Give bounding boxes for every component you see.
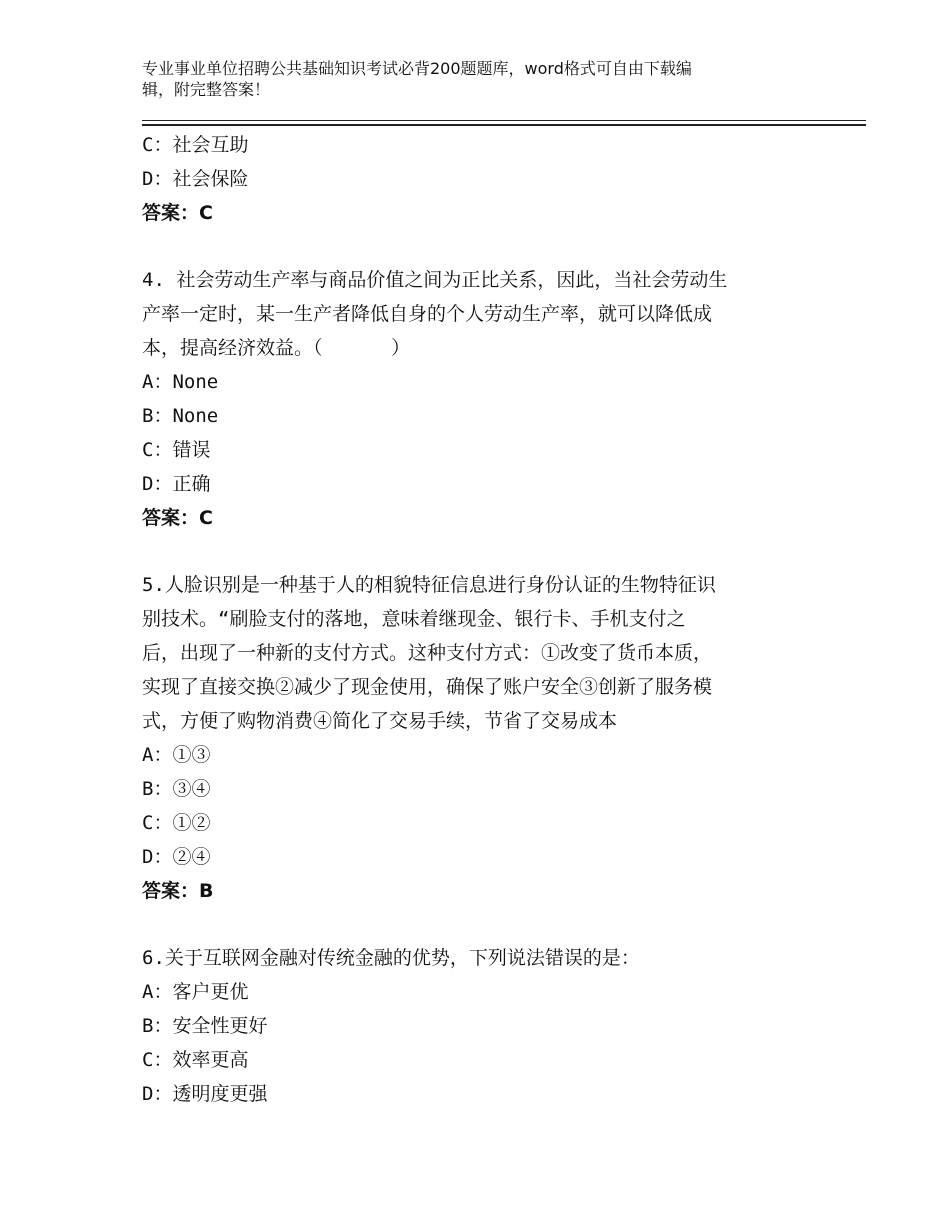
option-a: A：①③ xyxy=(142,744,211,766)
question-5 xyxy=(142,568,822,908)
option-d: D：正确 xyxy=(142,473,211,495)
header-line-1: 专业事业单位招聘公共基础知识考试必背200题题库，word格式可自由下载编 xyxy=(142,59,692,78)
option-c: C：社会互助 xyxy=(142,134,249,156)
option-c: C：效率更高 xyxy=(142,1049,249,1071)
option-b: B：③④ xyxy=(142,778,211,800)
document-body xyxy=(142,128,822,1111)
question-stem-line: 后，出现了一种新的支付方式。这种支付方式：①改变了货币本质， xyxy=(142,642,713,664)
question-stem-line: 产率一定时，某一生产者降低自身的个人劳动生产率，就可以降低成 xyxy=(142,303,713,325)
question-6 xyxy=(142,941,822,1111)
option-c: C：错误 xyxy=(142,439,211,461)
option-a: A：客户更优 xyxy=(142,981,249,1003)
answer: 答案：B xyxy=(142,880,214,902)
option-b: B：None xyxy=(142,405,219,427)
question-stem-line: 实现了直接交换②减少了现金使用，确保了账户安全③创新了服务模 xyxy=(142,676,713,698)
option-d: D：透明度更强 xyxy=(142,1083,268,1105)
header-rule-thick xyxy=(142,124,866,126)
question-stem-line: 本，提高经济效益。（ ） xyxy=(142,337,411,359)
option-c: C：①② xyxy=(142,812,211,834)
question-stem-line: 6.关于互联网金融对传统金融的优势，下列说法错误的是： xyxy=(142,947,640,969)
answer: 答案：C xyxy=(142,507,213,529)
header-rule-thin xyxy=(142,120,866,121)
question-stem-line: 式，方便了购物消费④简化了交易手续，节省了交易成本 xyxy=(142,710,618,732)
option-d: D：社会保险 xyxy=(142,168,249,190)
answer: 答案：C xyxy=(142,202,213,224)
option-a: A：None xyxy=(142,371,219,393)
header-line-2: 辑，附完整答案！ xyxy=(142,80,271,99)
document-header xyxy=(142,58,792,100)
question-stem-line: 别技术。“刷脸支付的落地，意味着继现金、银行卡、手机支付之 xyxy=(142,608,686,630)
question-stem-line: 5.人脸识别是一种基于人的相貌特征信息进行身份认证的生物特征识 xyxy=(142,574,716,596)
option-b: B：安全性更好 xyxy=(142,1015,268,1037)
question-4 xyxy=(142,263,822,535)
question-stem-line: 4. 社会劳动生产率与商品价值之间为正比关系，因此，当社会劳动生 xyxy=(142,269,728,291)
question-3 xyxy=(142,128,822,230)
option-d: D：②④ xyxy=(142,846,211,868)
